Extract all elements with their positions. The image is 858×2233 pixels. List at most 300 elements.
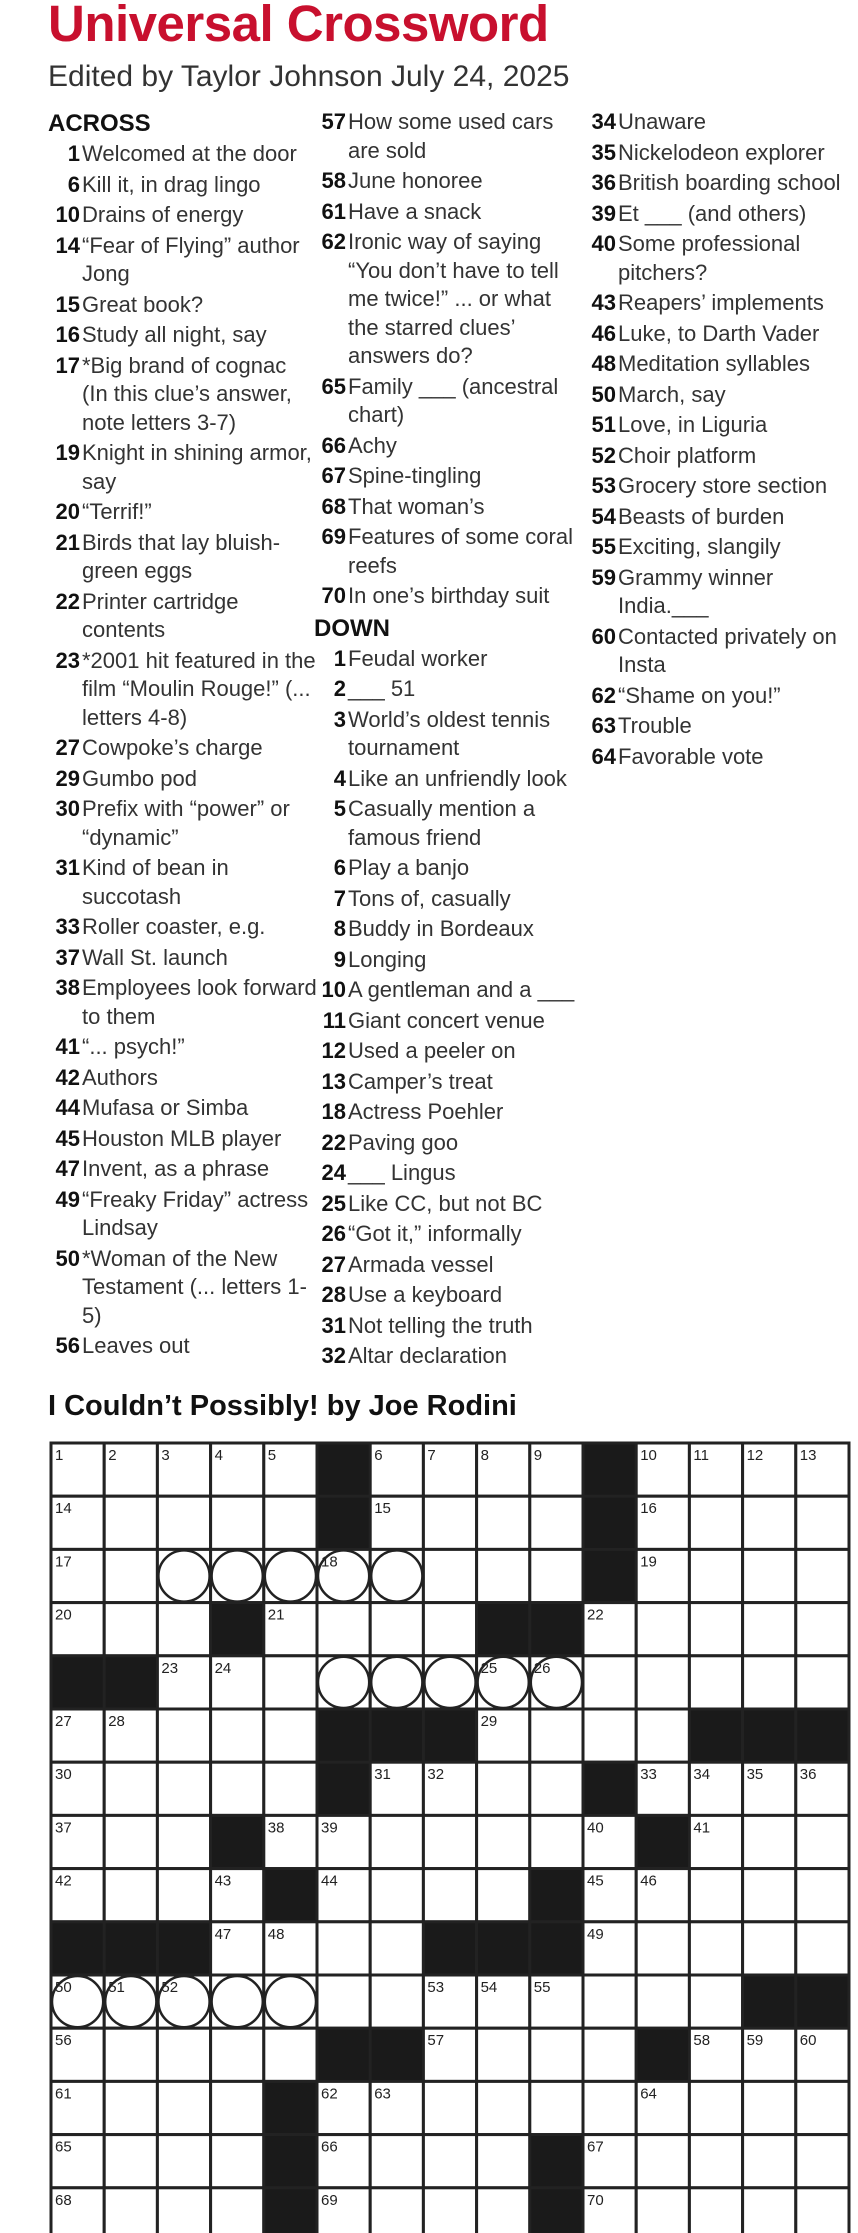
- grid-cell[interactable]: [370, 1815, 423, 1868]
- grid-cell[interactable]: [583, 1709, 636, 1762]
- grid-cell[interactable]: [796, 2188, 849, 2233]
- across-clue-33[interactable]: [48, 913, 318, 942]
- down-clue-43[interactable]: [584, 289, 854, 318]
- grid-cell[interactable]: [104, 2135, 157, 2188]
- grid-cell[interactable]: [530, 1709, 583, 1762]
- grid-cell[interactable]: [636, 1656, 689, 1709]
- grid-cell[interactable]: [530, 1496, 583, 1549]
- grid-cell[interactable]: [157, 1815, 210, 1868]
- down-clue-63[interactable]: [584, 712, 854, 741]
- down-clue-2[interactable]: [314, 675, 584, 704]
- grid-cell[interactable]: [211, 2081, 264, 2134]
- grid-cell[interactable]: [689, 1549, 742, 1602]
- cell-number: 16: [640, 1500, 657, 1518]
- grid-cell[interactable]: [423, 1815, 476, 1868]
- down-clue-36[interactable]: [584, 169, 854, 198]
- grid-cell[interactable]: [317, 1603, 370, 1656]
- crossword-grid[interactable]: [48, 1440, 858, 2233]
- grid-cell[interactable]: [477, 2081, 530, 2134]
- clue-text: Beasts of burden: [618, 503, 785, 529]
- cell-number: 1: [55, 1447, 64, 1464]
- clue-number: 51: [591, 412, 616, 437]
- clue-number: 49: [55, 1186, 80, 1212]
- clue-text: Favorable vote: [618, 743, 764, 769]
- cell-number: 67: [587, 2138, 604, 2156]
- cell-number: 30: [55, 1766, 72, 1784]
- grid-cell[interactable]: [743, 2188, 796, 2233]
- down-clue-60[interactable]: [584, 623, 854, 680]
- grid-cell[interactable]: [211, 2188, 264, 2233]
- grid-cell[interactable]: [636, 1603, 689, 1656]
- down-clue-9[interactable]: [314, 946, 584, 975]
- grid-cell[interactable]: [157, 2081, 210, 2134]
- across-clue-42[interactable]: [48, 1064, 318, 1093]
- clue-number: 1: [67, 141, 80, 166]
- grid-cell[interactable]: [689, 1656, 742, 1709]
- grid-cell[interactable]: [157, 1709, 210, 1762]
- grid-block: [796, 1975, 849, 2028]
- clue-number: 66: [321, 432, 346, 458]
- down-clue-8[interactable]: [314, 915, 584, 944]
- grid-cell[interactable]: [423, 1869, 476, 1922]
- down-clue-25[interactable]: [314, 1190, 584, 1219]
- down-clue-59[interactable]: [584, 564, 854, 621]
- clue-text: Armada vessel: [348, 1251, 494, 1277]
- grid-cell[interactable]: [477, 2188, 530, 2233]
- grid-cell[interactable]: [743, 2135, 796, 2188]
- clue-number: 22: [321, 1129, 346, 1155]
- across-clue-56[interactable]: [48, 1332, 318, 1361]
- grid-cell[interactable]: [689, 1603, 742, 1656]
- down-clue-54[interactable]: [584, 503, 854, 532]
- grid-cell[interactable]: [796, 1815, 849, 1868]
- across-clue-19[interactable]: [48, 439, 318, 496]
- grid-cell[interactable]: [477, 1549, 530, 1602]
- grid-cell[interactable]: [104, 1762, 157, 1815]
- grid-block: [583, 1549, 636, 1602]
- clue-text: ___ Lingus: [348, 1160, 456, 1185]
- clue-text: Feudal worker: [348, 645, 488, 671]
- grid-cell[interactable]: [743, 1603, 796, 1656]
- grid-cell[interactable]: [743, 1815, 796, 1868]
- clue-number: 31: [321, 1312, 346, 1338]
- grid-cell[interactable]: [743, 2081, 796, 2134]
- clue-number: 67: [321, 463, 346, 488]
- grid-cell[interactable]: [104, 1603, 157, 1656]
- cell-number: 25: [480, 1659, 498, 1677]
- grid-cell[interactable]: [104, 1815, 157, 1868]
- clue-text: A gentleman and a ___: [348, 977, 575, 1002]
- down-clue-39[interactable]: [584, 200, 854, 229]
- grid-cell[interactable]: [423, 1603, 476, 1656]
- down-clue-64[interactable]: [584, 743, 854, 772]
- across-clue-61[interactable]: [314, 198, 584, 227]
- cell-number: 52: [161, 1979, 179, 1996]
- grid-cell[interactable]: [636, 1922, 689, 1975]
- clue-text: Authors: [82, 1064, 158, 1090]
- crossword-grid-svg[interactable]: [48, 1440, 858, 2233]
- clue-text: Unaware: [618, 109, 707, 134]
- across-clue-30[interactable]: [48, 795, 318, 852]
- down-clue-34[interactable]: [584, 108, 854, 137]
- cell-number: 55: [533, 1979, 551, 1996]
- grid-cell[interactable]: [796, 1496, 849, 1549]
- grid-cell[interactable]: [157, 2135, 210, 2188]
- across-clue-49[interactable]: [48, 1186, 318, 1243]
- clue-number: 10: [55, 202, 80, 227]
- clue-number: 6: [67, 171, 80, 197]
- grid-cell[interactable]: [264, 1709, 317, 1762]
- grid-cell[interactable]: [211, 2135, 264, 2188]
- clue-number: 50: [55, 1245, 80, 1271]
- clue-number: 62: [591, 682, 616, 708]
- across-clue-62[interactable]: [314, 228, 584, 371]
- grid-cell[interactable]: [370, 2135, 423, 2188]
- down-clue-7[interactable]: [314, 885, 584, 914]
- down-clue-51[interactable]: [584, 411, 854, 440]
- clue-text: Contacted privately on Insta: [618, 623, 837, 677]
- grid-cell[interactable]: [636, 1709, 689, 1762]
- down-clue-11[interactable]: [314, 1007, 584, 1036]
- down-clue-48[interactable]: [584, 350, 854, 379]
- clue-number: 28: [321, 1282, 346, 1307]
- grid-block: [104, 1922, 157, 1975]
- clue-text: Some professional pitchers?: [618, 231, 801, 285]
- grid-block: [264, 2081, 317, 2134]
- clue-text: Love, in Liguria: [618, 412, 768, 437]
- clue-number: 55: [591, 534, 616, 559]
- grid-cell[interactable]: [423, 1549, 476, 1602]
- cell-number: 69: [321, 2191, 338, 2209]
- grid-cell[interactable]: [370, 1869, 423, 1922]
- grid-cell[interactable]: [211, 1762, 264, 1815]
- grid-cell[interactable]: [636, 1975, 689, 2028]
- grid-cell[interactable]: [477, 1869, 530, 1922]
- grid-cell[interactable]: [370, 1975, 423, 2028]
- clue-text: Invent, as a phrase: [82, 1156, 270, 1181]
- down-clue-18[interactable]: [314, 1098, 584, 1127]
- down-clue-53[interactable]: [584, 472, 854, 501]
- grid-block: [530, 1603, 583, 1656]
- cell-number: 59: [746, 2032, 764, 2050]
- clue-number: 22: [55, 588, 80, 614]
- across-clue-14[interactable]: [48, 232, 318, 289]
- down-clue-46[interactable]: [584, 320, 854, 349]
- cell-number: 37: [55, 1819, 72, 1837]
- cell-number: 36: [799, 1766, 817, 1784]
- grid-cell[interactable]: [423, 2081, 476, 2134]
- down-clue-3[interactable]: [314, 706, 584, 763]
- grid-cell[interactable]: [743, 1869, 796, 1922]
- clue-text: Great book?: [82, 291, 204, 317]
- clue-text: Achy: [348, 432, 397, 458]
- down-clue-5[interactable]: [314, 795, 584, 852]
- grid-cell[interactable]: [689, 1975, 742, 2028]
- grid-cell[interactable]: [370, 1603, 423, 1656]
- grid-cell[interactable]: [583, 1656, 636, 1709]
- grid-cell[interactable]: [477, 1762, 530, 1815]
- grid-cell[interactable]: [796, 1869, 849, 1922]
- down-clue-1[interactable]: [314, 645, 584, 674]
- clue-text: How some used cars are sold: [348, 109, 554, 163]
- down-clue-13[interactable]: [314, 1068, 584, 1097]
- grid-cell[interactable]: [530, 2028, 583, 2081]
- grid-cell[interactable]: [104, 2028, 157, 2081]
- clue-number: 39: [591, 200, 616, 226]
- cell-number: 24: [214, 1659, 232, 1677]
- clue-text: Welcomed at the door: [82, 141, 297, 166]
- grid-cell[interactable]: [689, 1869, 742, 1922]
- grid-cell[interactable]: [317, 1975, 370, 2028]
- across-clue-58[interactable]: [314, 167, 584, 196]
- grid-cell[interactable]: [689, 1496, 742, 1549]
- grid-cell[interactable]: [583, 1975, 636, 2028]
- cell-number: 38: [267, 1819, 285, 1837]
- across-clue-68[interactable]: [314, 493, 584, 522]
- grid-cell[interactable]: [689, 1922, 742, 1975]
- down-clue-22[interactable]: [314, 1129, 584, 1158]
- grid-cell[interactable]: [796, 1603, 849, 1656]
- grid-cell[interactable]: [104, 1869, 157, 1922]
- clue-number: 20: [55, 499, 80, 524]
- clue-number: 14: [55, 232, 80, 258]
- cell-number: 58: [693, 2032, 711, 2050]
- grid-cell[interactable]: [317, 1922, 370, 1975]
- clue-number: 57: [321, 109, 346, 134]
- grid-cell[interactable]: [211, 1496, 264, 1549]
- across-clue-16[interactable]: [48, 321, 318, 350]
- across-clue-57[interactable]: [314, 108, 584, 165]
- clue-number: 56: [55, 1333, 80, 1358]
- clue-number: 1: [333, 645, 346, 671]
- clue-text: Houston MLB player: [82, 1125, 282, 1151]
- page-title: Universal Crossword: [48, 0, 549, 52]
- grid-cell[interactable]: [370, 2188, 423, 2233]
- across-clue-15[interactable]: [48, 291, 318, 320]
- across-clue-47[interactable]: [48, 1155, 318, 1184]
- grid-cell[interactable]: [583, 2028, 636, 2081]
- across-clue-23[interactable]: [48, 647, 318, 733]
- across-clue-27[interactable]: [48, 734, 318, 763]
- across-clue-21[interactable]: [48, 529, 318, 586]
- across-clue-31[interactable]: [48, 854, 318, 911]
- clue-number: 21: [55, 529, 80, 555]
- down-clue-28[interactable]: [314, 1281, 584, 1310]
- grid-block: [317, 2028, 370, 2081]
- cell-number: 47: [214, 1925, 232, 1943]
- grid-cell[interactable]: [157, 1762, 210, 1815]
- grid-cell[interactable]: [157, 2188, 210, 2233]
- grid-cell[interactable]: [477, 2135, 530, 2188]
- clue-number: 52: [591, 442, 616, 468]
- grid-cell[interactable]: [370, 1922, 423, 1975]
- down-clue-35[interactable]: [584, 139, 854, 168]
- clue-number: 42: [55, 1064, 80, 1090]
- grid-cell[interactable]: [211, 1709, 264, 1762]
- cell-number: 8: [480, 1447, 489, 1464]
- across-clue-20[interactable]: [48, 498, 318, 527]
- grid-cell[interactable]: [743, 1922, 796, 1975]
- grid-cell[interactable]: [157, 1496, 210, 1549]
- across-heading: ACROSS: [48, 110, 151, 137]
- clue-number: 60: [591, 623, 616, 649]
- clue-number: 62: [321, 229, 346, 254]
- clue-text: British boarding school: [618, 170, 841, 195]
- across-clue-44[interactable]: [48, 1094, 318, 1123]
- clue-number: 15: [55, 291, 80, 317]
- grid-block: [264, 1869, 317, 1922]
- down-clue-31[interactable]: [314, 1312, 584, 1341]
- down-clue-50[interactable]: [584, 381, 854, 410]
- down-clue-4[interactable]: [314, 765, 584, 794]
- clue-text: Not telling the truth: [348, 1312, 533, 1338]
- across-clue-70[interactable]: [314, 582, 584, 611]
- grid-cell[interactable]: [743, 1549, 796, 1602]
- down-clue-12[interactable]: [314, 1037, 584, 1066]
- across-clue-45[interactable]: [48, 1125, 318, 1154]
- grid-cell[interactable]: [796, 1549, 849, 1602]
- grid-block: [583, 1496, 636, 1549]
- cell-number: 65: [55, 2138, 72, 2156]
- clue-text: “Shame on you!”: [618, 682, 781, 708]
- cell-number: 51: [108, 1979, 125, 1996]
- cell-number: 40: [587, 1819, 604, 1837]
- cell-number: 56: [55, 2032, 72, 2050]
- clue-number: 54: [591, 503, 616, 529]
- grid-cell[interactable]: [689, 2135, 742, 2188]
- clue-number: 47: [55, 1156, 80, 1181]
- grid-cell[interactable]: [796, 1656, 849, 1709]
- grid-block: [264, 2188, 317, 2233]
- grid-cell[interactable]: [530, 1762, 583, 1815]
- grid-cell[interactable]: [264, 1762, 317, 1815]
- clue-number: 41: [55, 1034, 80, 1059]
- down-clue-55[interactable]: [584, 533, 854, 562]
- clue-number: 36: [591, 170, 616, 195]
- grid-cell[interactable]: [477, 1496, 530, 1549]
- grid-cell[interactable]: [796, 2135, 849, 2188]
- grid-cell[interactable]: [583, 2081, 636, 2134]
- clue-number: 44: [55, 1095, 80, 1120]
- grid-cell[interactable]: [423, 1496, 476, 1549]
- cell-number: 33: [640, 1766, 657, 1784]
- clue-number: 69: [321, 524, 346, 549]
- across-clue-67[interactable]: [314, 462, 584, 491]
- cell-number: 13: [799, 1447, 817, 1464]
- clue-text: Nickelodeon explorer: [618, 139, 825, 165]
- clue-number: 68: [321, 493, 346, 519]
- grid-block: [370, 2028, 423, 2081]
- grid-cell[interactable]: [264, 2028, 317, 2081]
- clue-number: 65: [321, 373, 346, 399]
- clue-number: 48: [591, 351, 616, 376]
- grid-block: [51, 1922, 104, 1975]
- across-clue-6[interactable]: [48, 171, 318, 200]
- grid-cell[interactable]: [689, 2081, 742, 2134]
- down-clue-27[interactable]: [314, 1251, 584, 1280]
- grid-block: [317, 1443, 370, 1496]
- across-clue-37[interactable]: [48, 944, 318, 973]
- grid-cell[interactable]: [796, 1922, 849, 1975]
- grid-cell[interactable]: [530, 1815, 583, 1868]
- grid-cell[interactable]: [689, 2188, 742, 2233]
- grid-cell[interactable]: [104, 2188, 157, 2233]
- across-clue-65[interactable]: [314, 373, 584, 430]
- grid-cell[interactable]: [636, 2188, 689, 2233]
- clue-number: 53: [591, 473, 616, 498]
- grid-block: [530, 2135, 583, 2188]
- cell-number: 27: [55, 1713, 72, 1730]
- down-clue-62[interactable]: [584, 682, 854, 711]
- grid-cell[interactable]: [530, 1549, 583, 1602]
- across-clue-66[interactable]: [314, 432, 584, 461]
- grid-block: [211, 1603, 264, 1656]
- clue-number: 59: [591, 564, 616, 590]
- cell-number: 31: [374, 1766, 391, 1784]
- cell-number: 28: [108, 1713, 125, 1730]
- down-clue-24[interactable]: [314, 1159, 584, 1188]
- cell-number: 5: [267, 1447, 277, 1464]
- grid-cell[interactable]: [743, 1656, 796, 1709]
- across-clue-69[interactable]: [314, 523, 584, 580]
- cell-number: 29: [480, 1713, 498, 1730]
- down-clue-40[interactable]: [584, 230, 854, 287]
- across-clue-22[interactable]: [48, 588, 318, 645]
- cell-number: 9: [533, 1447, 543, 1464]
- down-clue-32[interactable]: [314, 1342, 584, 1371]
- grid-cell[interactable]: [477, 1815, 530, 1868]
- across-clue-50[interactable]: [48, 1245, 318, 1331]
- grid-cell[interactable]: [157, 2028, 210, 2081]
- clue-text: *2001 hit featured in the film “Moulin Rouge!” (... letters 4-8): [82, 647, 316, 730]
- grid-cell[interactable]: [530, 2081, 583, 2134]
- grid-cell[interactable]: [636, 2135, 689, 2188]
- grid-cell[interactable]: [264, 1496, 317, 1549]
- grid-cell[interactable]: [104, 2081, 157, 2134]
- across-clue-17[interactable]: [48, 352, 318, 438]
- grid-cell[interactable]: [211, 2028, 264, 2081]
- grid-cell[interactable]: [104, 1496, 157, 1549]
- cell-number: 34: [693, 1766, 711, 1784]
- clue-number: 35: [591, 139, 616, 165]
- grid-block: [317, 1709, 370, 1762]
- down-clue-10[interactable]: [314, 976, 584, 1005]
- grid-cell[interactable]: [423, 2135, 476, 2188]
- clue-text: June honoree: [348, 168, 483, 193]
- down-clue-52[interactable]: [584, 442, 854, 471]
- across-clue-41[interactable]: [48, 1033, 318, 1062]
- grid-cell[interactable]: [423, 2188, 476, 2233]
- across-clue-10[interactable]: [48, 201, 318, 230]
- down-clue-26[interactable]: [314, 1220, 584, 1249]
- cell-number: 15: [374, 1500, 391, 1518]
- grid-cell[interactable]: [743, 1496, 796, 1549]
- grid-cell[interactable]: [157, 1869, 210, 1922]
- cell-number: 7: [427, 1447, 436, 1464]
- across-clue-1[interactable]: [48, 140, 318, 169]
- across-clue-38[interactable]: [48, 974, 318, 1031]
- grid-cell[interactable]: [104, 1549, 157, 1602]
- grid-cell[interactable]: [796, 2081, 849, 2134]
- grid-cell[interactable]: [264, 1656, 317, 1709]
- clue-text: Camper’s treat: [348, 1068, 493, 1094]
- grid-cell[interactable]: [477, 2028, 530, 2081]
- across-clue-29[interactable]: [48, 765, 318, 794]
- cell-number: 64: [640, 2085, 657, 2103]
- grid-cell[interactable]: [157, 1603, 210, 1656]
- grid-block: [743, 1709, 796, 1762]
- down-clue-6[interactable]: [314, 854, 584, 883]
